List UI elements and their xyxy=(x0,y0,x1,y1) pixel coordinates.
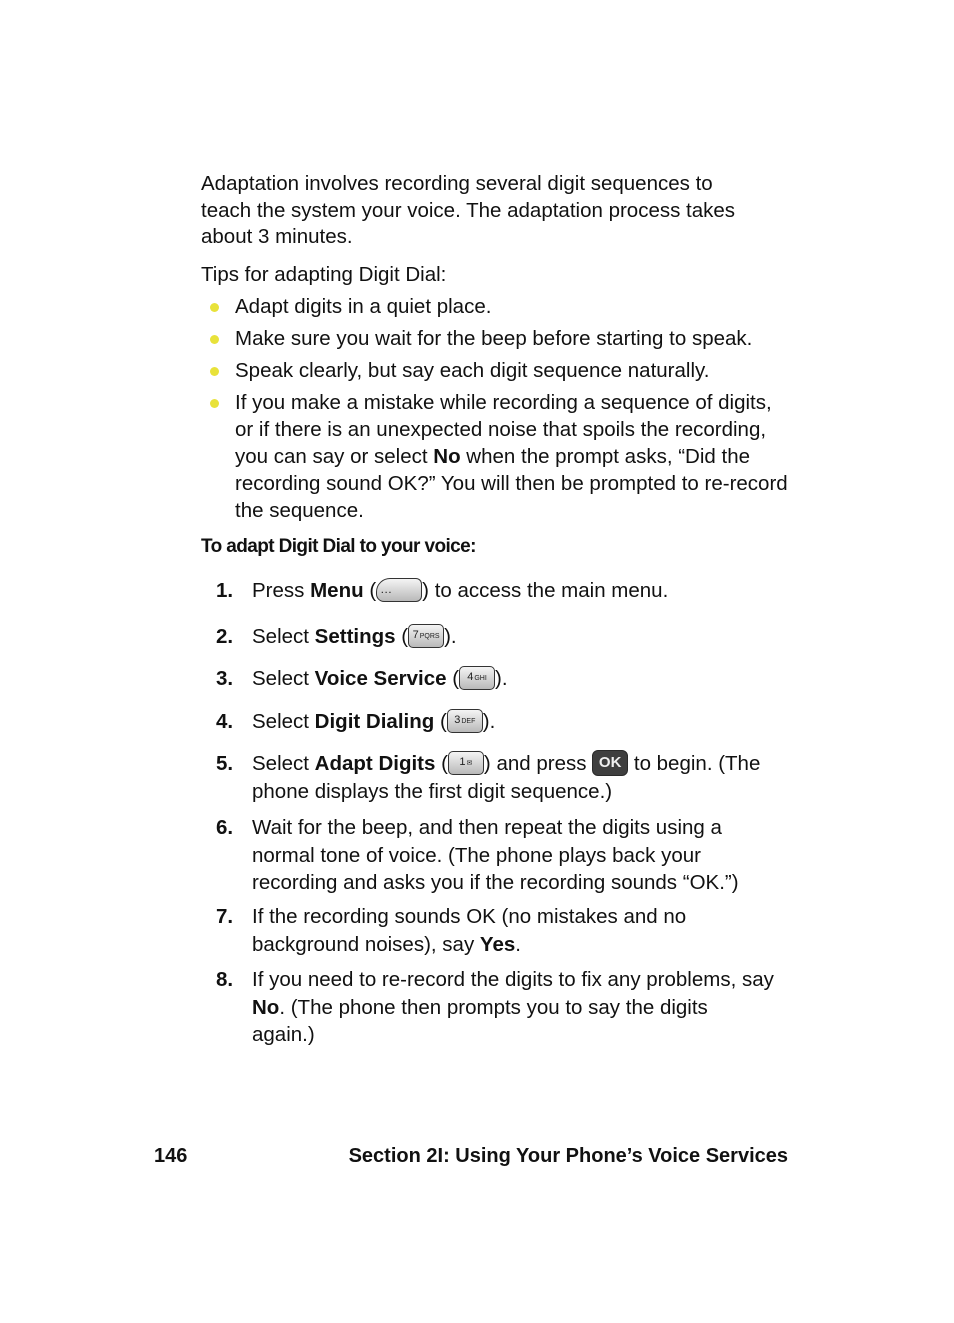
step-text xyxy=(252,966,776,1049)
bullet-icon xyxy=(210,303,219,312)
step-number: 5. xyxy=(216,752,234,775)
step-text-part: ( xyxy=(434,710,447,733)
tip-text: Speak clearly, but say each digit sequence naturally. xyxy=(235,359,710,382)
step-text-part: Select xyxy=(252,710,315,733)
tips-label: Tips for adapting Digit Dial: xyxy=(201,263,447,286)
step-text-part: ( xyxy=(395,625,409,648)
step-text-part: Select xyxy=(252,667,315,690)
key-digit: 7 xyxy=(412,628,419,641)
step-text-part: ( xyxy=(435,752,448,775)
step-text-part: ) to access the main menu. xyxy=(422,579,669,602)
step-bold: Adapt Digits xyxy=(314,752,436,775)
step-text-part: ( xyxy=(446,667,460,690)
list-item xyxy=(201,293,791,320)
tip-text: Adapt digits in a quiet place. xyxy=(235,295,492,318)
step-text-part: to begin. (The phone displays the first digit sequence.) xyxy=(252,752,761,803)
step-text xyxy=(252,577,776,605)
procedure-heading: To adapt Digit Dial to your voice: xyxy=(201,536,476,557)
step-number: 6. xyxy=(216,816,234,839)
step-text xyxy=(252,903,776,958)
bullet-icon xyxy=(210,335,219,344)
step-number: 2. xyxy=(216,625,234,648)
step-text: Wait for the beep, and then repeat the digits using a normal tone of voice. (The phone plays back your recording and asks you if the recording sounds “OK.”) xyxy=(252,816,739,894)
step-text xyxy=(252,665,776,693)
step-bold: No xyxy=(252,995,280,1019)
key-7-icon xyxy=(408,624,444,648)
intro-line: about 3 minutes. xyxy=(201,225,353,248)
step-number: 7. xyxy=(216,905,234,928)
step-text xyxy=(252,623,776,651)
intro-paragraph xyxy=(201,171,791,251)
menu-key-icon xyxy=(376,578,422,602)
key-letters: DEF xyxy=(461,717,476,725)
tips-list xyxy=(201,293,791,529)
step-text-part: ) and press xyxy=(483,752,593,775)
step-3 xyxy=(216,665,776,693)
step-bold: Menu xyxy=(310,579,364,602)
key-1-icon xyxy=(448,751,484,775)
key-label: OK xyxy=(598,753,622,771)
key-4-icon xyxy=(459,666,495,690)
step-bold: Voice Service xyxy=(314,667,447,690)
tip-bold: No xyxy=(433,445,461,468)
step-7 xyxy=(216,903,776,958)
tip-text: when the prompt asks, “Did the recording sound OK?” You will then be prompted to re-record the sequence. xyxy=(235,445,788,522)
step-2 xyxy=(216,623,776,651)
key-letters: ✉ xyxy=(466,759,473,767)
step-8 xyxy=(216,966,776,1049)
intro-line: teach the system your voice. The adaptation process takes xyxy=(201,198,736,222)
key-digit: 4 xyxy=(467,670,474,683)
step-number: 4. xyxy=(216,710,234,733)
step-text-part: Press xyxy=(252,579,311,602)
list-item xyxy=(201,325,791,352)
step-text-part: ). xyxy=(444,625,457,648)
step-text-part: ). xyxy=(482,710,496,733)
step-number: 3. xyxy=(216,667,234,690)
step-text-part: Select xyxy=(252,752,315,775)
bullet-icon xyxy=(210,399,219,408)
page-number: 146 xyxy=(154,1145,188,1167)
step-number: 8. xyxy=(216,968,234,991)
key-letters: PQRS xyxy=(419,632,440,640)
step-6 xyxy=(216,814,776,897)
tip-text: If you make a mistake while recording a sequence of digits, or if there is an unexpected noise that spoils the recording, you can say or select xyxy=(235,391,772,468)
step-bold: Settings xyxy=(314,625,396,648)
step-bold: Yes xyxy=(479,932,516,956)
key-label: … xyxy=(380,581,393,596)
bullet-icon xyxy=(210,367,219,376)
step-text xyxy=(252,750,776,805)
step-number: 1. xyxy=(216,579,234,602)
step-text xyxy=(252,708,776,736)
step-text-part: If the recording sounds OK (no mistakes and no background noises), say xyxy=(252,905,687,956)
key-digit: 3 xyxy=(454,713,461,726)
step-text-part: . xyxy=(515,932,521,956)
key-3-icon xyxy=(447,709,483,733)
step-text-part: ( xyxy=(363,579,377,602)
tip-text: Make sure you wait for the beep before starting to speak. xyxy=(235,327,753,350)
step-text-part: Select xyxy=(252,625,315,648)
step-5 xyxy=(216,750,776,805)
intro-line: Adaptation involves recording several digit sequences to xyxy=(201,172,713,195)
step-4 xyxy=(216,708,776,736)
step-text-part: ). xyxy=(495,667,508,690)
section-title: Section 2I: Using Your Phone’s Voice Services xyxy=(348,1145,788,1167)
ok-key-icon xyxy=(592,750,628,776)
key-letters: GHI xyxy=(474,674,487,682)
step-text-part: . (The phone then prompts you to say the digits again.) xyxy=(252,995,708,1046)
list-item xyxy=(201,357,791,384)
step-bold: Digit Dialing xyxy=(314,710,435,733)
key-digit: 1 xyxy=(459,755,466,768)
step-1 xyxy=(216,577,776,605)
step-text-part: If you need to re-record the digits to fix any problems, say xyxy=(252,968,774,991)
list-item xyxy=(201,389,791,524)
